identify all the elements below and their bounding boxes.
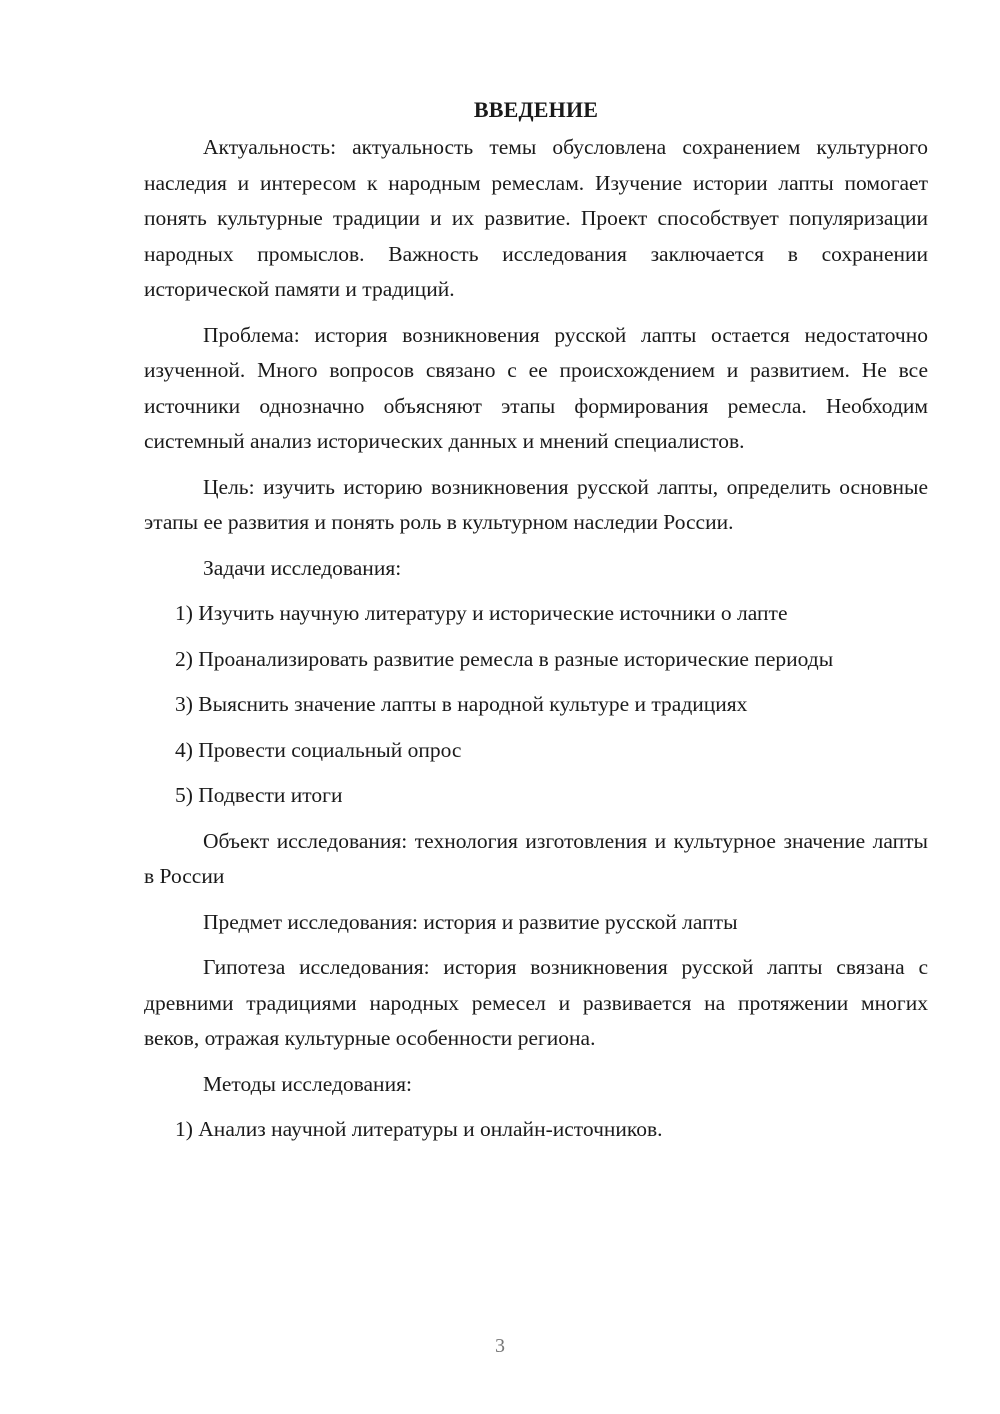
task-item-5: 5) Подвести итоги bbox=[175, 783, 343, 807]
methods-title: Методы исследования: bbox=[203, 1071, 412, 1096]
paragraph-problem: Проблема: история возникновения русской лапты остается недостаточно изученной. Много вопросов связано с ее происхождением и развитием. Не все источники однозначно объясняют этапы формирования ремесла. Необходим системный анализ исторических данных и мнений специалистов. bbox=[144, 322, 928, 453]
task-item-3: 3) Выяснить значение лапты в народной культуре и традициях bbox=[175, 692, 748, 716]
task-item-2: 2) Проанализировать развитие ремесла в разные исторические периоды bbox=[175, 646, 834, 671]
paragraph-goal: Цель: изучить историю возникновения русской лапты, определить основные этапы ее развития и понять роль в культурном наследии России. bbox=[144, 474, 928, 534]
task-item-4: 4) Провести социальный опрос bbox=[175, 737, 462, 762]
paragraph-relevance: Актуальность: актуальность темы обусловлена сохранением культурного наследия и интересом к народным ремеслам. Изучение истории лапты помогает понять культурные традиции и их развитие. Проект способствует популяризации народных промыслов. Важность исследования заключается в сохранении исторической памяти и традиций. bbox=[144, 135, 928, 301]
paragraph-hypothesis: Гипотеза исследования: история возникновения русской лапты связана с древними традициями народных ремесел и развивается на протяжении многих веков, отражая культурные особенности региона. bbox=[144, 955, 928, 1050]
section-heading: ВВЕДЕНИЕ bbox=[473, 97, 599, 122]
task-item-1: 1) Изучить научную литературу и исторические источники о лапте bbox=[175, 601, 788, 625]
method-item-1: 1) Анализ научной литературы и онлайн-источников. bbox=[175, 1117, 663, 1141]
paragraph-subject: Предмет исследования: история и развитие русской лапты bbox=[203, 909, 738, 934]
paragraph-object: Объект исследования: технология изготовления и культурное значение лапты в России bbox=[144, 828, 928, 888]
document-page bbox=[144, 92, 928, 1158]
tasks-title: Задачи исследования: bbox=[203, 555, 402, 580]
page-number: 3 bbox=[495, 1335, 505, 1357]
